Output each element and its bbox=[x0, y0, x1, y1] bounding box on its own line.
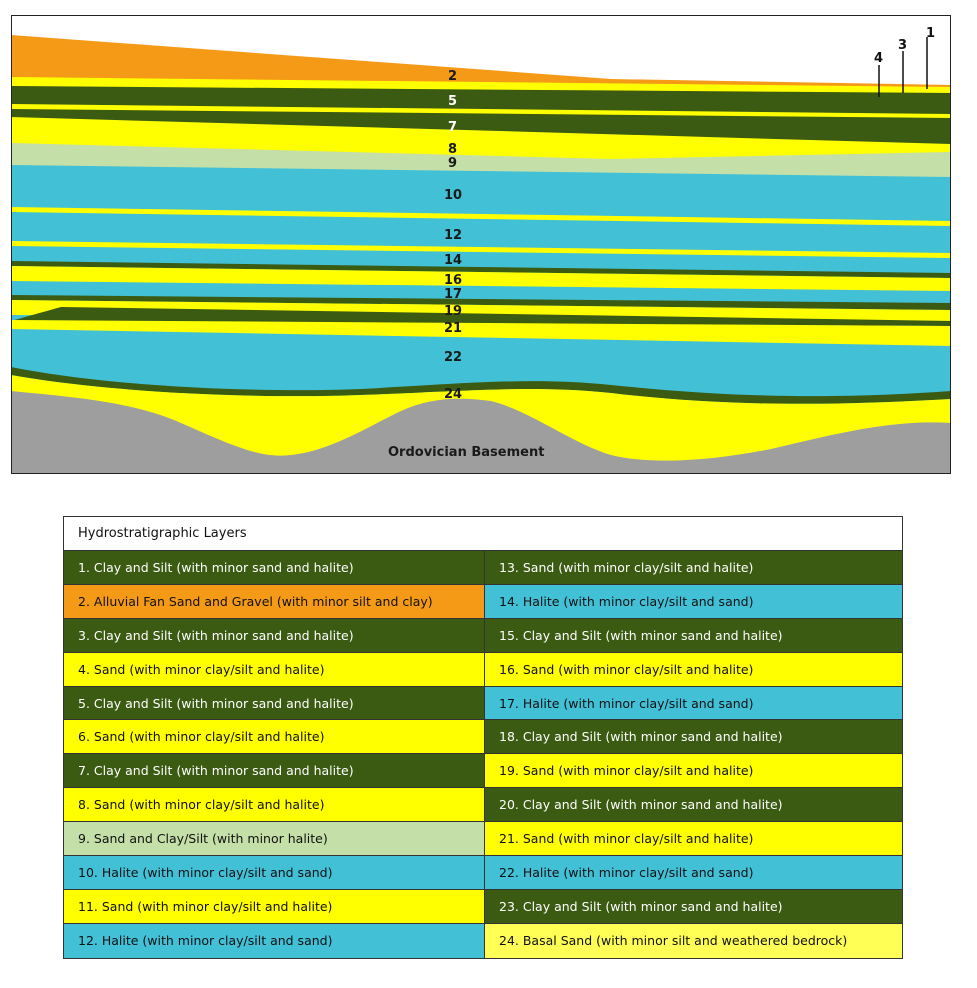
layer-label: 4 bbox=[874, 51, 884, 66]
legend-item: 1. Clay and Silt (with minor sand and halite) bbox=[64, 551, 485, 585]
legend-item: 13. Sand (with minor clay/silt and halite) bbox=[485, 551, 902, 585]
layer-label: 17 bbox=[444, 287, 463, 302]
layer-label: 19 bbox=[444, 304, 463, 319]
legend-item: 22. Halite (with minor clay/silt and sand) bbox=[485, 856, 902, 890]
legend-item: 4. Sand (with minor clay/silt and halite) bbox=[64, 653, 485, 687]
legend-item: 15. Clay and Silt (with minor sand and halite) bbox=[485, 619, 902, 653]
legend-item: 24. Basal Sand (with minor silt and weathered bedrock) bbox=[485, 924, 902, 958]
legend-item: 23. Clay and Silt (with minor sand and halite) bbox=[485, 890, 902, 924]
layer-label: 12 bbox=[444, 228, 463, 243]
layer-label: 7 bbox=[448, 120, 458, 135]
layer-label: 21 bbox=[444, 321, 463, 336]
layer-label: 2 bbox=[448, 69, 458, 84]
legend-item: 11. Sand (with minor clay/silt and halite) bbox=[64, 890, 485, 924]
legend-item: 20. Clay and Silt (with minor sand and halite) bbox=[485, 788, 902, 822]
cross-section-svg bbox=[11, 15, 951, 474]
legend-item: 18. Clay and Silt (with minor sand and halite) bbox=[485, 720, 902, 754]
layer-label: 1 bbox=[926, 26, 936, 41]
layer-label: 3 bbox=[898, 38, 908, 53]
legend-item: 14. Halite (with minor clay/silt and sand) bbox=[485, 585, 902, 619]
legend-item: 12. Halite (with minor clay/silt and sand) bbox=[64, 924, 485, 958]
legend-item: 19. Sand (with minor clay/silt and halite) bbox=[485, 754, 902, 788]
legend-title: Hydrostratigraphic Layers bbox=[64, 517, 902, 551]
legend-item: 16. Sand (with minor clay/silt and halite) bbox=[485, 653, 902, 687]
layer-label: 14 bbox=[444, 253, 463, 268]
layer-label: 24 bbox=[444, 387, 463, 402]
legend-table bbox=[63, 516, 903, 959]
layer-label: 10 bbox=[444, 188, 463, 203]
legend-item: 7. Clay and Silt (with minor sand and halite) bbox=[64, 754, 485, 788]
legend-item: 17. Halite (with minor clay/silt and sand) bbox=[485, 687, 902, 721]
layer-label: 22 bbox=[444, 350, 463, 365]
legend-item: 5. Clay and Silt (with minor sand and halite) bbox=[64, 687, 485, 721]
legend-item: 2. Alluvial Fan Sand and Gravel (with minor silt and clay) bbox=[64, 585, 485, 619]
legend-item: 8. Sand (with minor clay/silt and halite) bbox=[64, 788, 485, 822]
legend-item: 9. Sand and Clay/Silt (with minor halite) bbox=[64, 822, 485, 856]
legend-item: 6. Sand (with minor clay/silt and halite) bbox=[64, 720, 485, 754]
legend-item: 3. Clay and Silt (with minor sand and halite) bbox=[64, 619, 485, 653]
layer-label: 9 bbox=[448, 156, 458, 171]
legend-grid bbox=[64, 551, 902, 958]
cross-section-diagram bbox=[11, 15, 951, 474]
legend-item: 10. Halite (with minor clay/silt and sand) bbox=[64, 856, 485, 890]
basement-label: Ordovician Basement bbox=[388, 445, 545, 460]
layer-label: 16 bbox=[444, 273, 463, 288]
layer-label: 8 bbox=[448, 142, 458, 157]
layer-label: 5 bbox=[448, 94, 458, 109]
legend-item: 21. Sand (with minor clay/silt and halite) bbox=[485, 822, 902, 856]
